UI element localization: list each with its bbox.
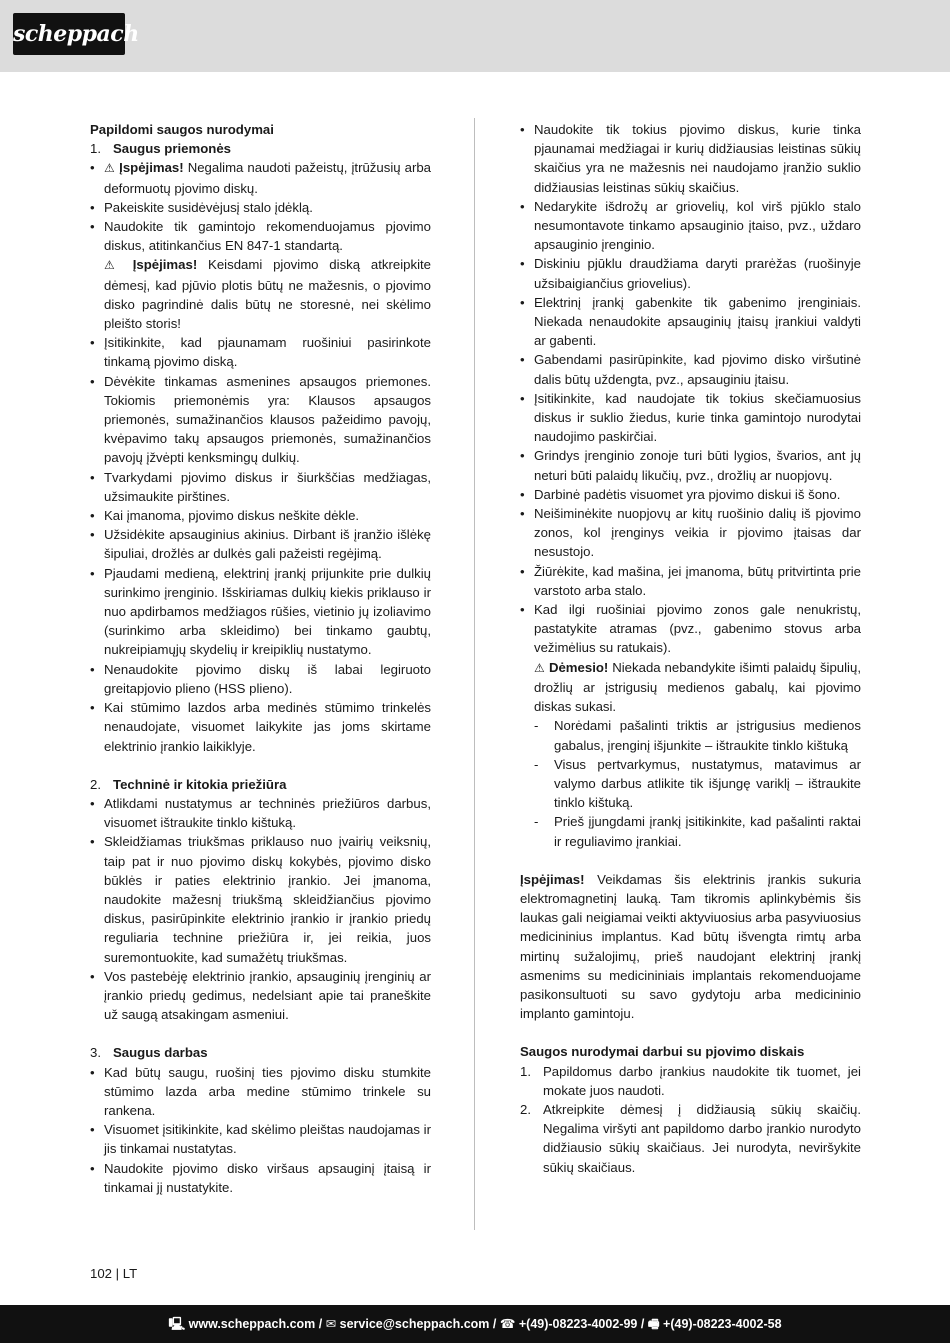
left-column (90, 120, 431, 1197)
list-item: • ⚠ Įspėjimas! Negalima naudoti pažeistų, įtrūžusių arba deformuotų pjovimo diskų. (90, 160, 432, 196)
list-item: • Skleidžiamas triukšmas priklauso nuo įvairių veiksnių, taip pat ir nuo pjovimo diskų kokybės, pjovimo disko būklės ir paties elektrinio įrankio. Jei įmanoma, naudokite mažesnį triukšmą skleidžiančius pjovimo diskus, pasirūpinkite elektrinio įrankio ir įrankio priedų reguliaria technine priežiūra ir, jei reikia, juos suremontuokite, kad sumažėtų triukšmas. (90, 834, 431, 965)
list-item: • Kai stūmimo lazdos arba medinės stūmimo trinkelės nenaudojate, visuomet laikykite jas joms skirtame elektrinio įrankio laikiklyje. (90, 700, 431, 754)
list-item: • Nenaudokite pjovimo diskų iš labai legiruoto greitapjovio plieno (HSS plieno). (90, 661, 431, 696)
header-bar (0, 0, 950, 72)
list-item: • Naudokite tik tokius pjovimo diskus, kurie tinka pjaunamai medžiagai ir kurių didžiausias leistinas sūkių skaičius yra ne mažesnis nei naudojamo įranžio suklio didžiausias leistinas sūkių skaičius. (520, 122, 861, 195)
list-item: • Pakeiskite susidėvėjusį stalo įdėklą. (90, 199, 313, 215)
list-item: • Gabendami pasirūpinkite, kad pjovimo disko viršutinė dalis būtų uždengta, pvz., apsauginiu įtaisu. (520, 352, 861, 387)
numbered-item: 2. Atkreipkite dėmesį į didžiausią sūkių skaičių. Negalima viršyti ant papildomo darbo įrankio nurodyto didžiausio sūkių skaičiaus. Jei nurodyta, neviršykite sūkių skaičiaus. (520, 1101, 861, 1175)
dash-item: - Norėdami pašalinti triktis ar įstrigusius medienos gabalus, įrenginį išjunkite – ištraukite tinklo kištuką (534, 718, 861, 753)
list-item: • Vos pastebėję elektrinio įrankio, apsauginių įrenginių ar įrankio priedų gedimus, nedelsiant apie tai praneškite už saugą atsakingam asmeniui. (90, 968, 431, 1023)
list-item: • Grindys įrenginio zonoje turi būti lygios, švarios, ant jų neturi būti palaidų likučių, pvz., drožlių ar nuopjovų. (520, 448, 861, 483)
list-item: • Diskiniu pjūklu draudžiama daryti prarėžas (ruošinyje užsibaigiančius griovelius). (520, 256, 861, 291)
list-item: • Darbinė padėtis visuomet yra pjovimo diskui iš šono. (520, 486, 841, 502)
section-heading: Papildomi saugos nurodymai (90, 122, 274, 137)
list-item: • Elektrinį įrankį gabenkite tik gabenimo įrenginiais. Niekada nenaudokite apsauginių įtaisų įrankiui valdyti ar gabenti. (520, 294, 861, 349)
subsection-title: 2. Techninė ir kitokia priežiūra (90, 776, 287, 792)
subsection-title: 1. Saugus priemonės (90, 141, 231, 157)
numbered-item: 1. Papildomus darbo įrankius naudokite tik tuomet, jei mokate juos naudoti. (520, 1063, 861, 1098)
list-item: • Kad ilgi ruošiniai pjovimo zonos gale nenukristų, pastatykite atramas (pvz., gabenimo stovus arba vežimėlius su ratukais). (520, 602, 861, 656)
list-item: • Naudokite pjovimo disko viršaus apsauginį įtaisą ir tinkamai jį nustatykite. (90, 1160, 431, 1195)
footer-contact-text: 🖳 www.scheppach.com / ✉ service@scheppach.com / ☎ +(49)-08223-4002-99 / 🖷 +(49)-08223-4002-58 (168, 1317, 782, 1331)
list-item: • Pjaudami medieną, elektrinį įrankį prijunkite prie dulkių surinkimo įrenginio. Išskiriamas dulkių kiekis priklauso ir nuo apdirbamos medžiagos rūšies, vietinio jų izoliavimo (surinkimo arba skleidimo) bei tinkamo gaubtų, nukreipiamųjų skydelių ir kreipiklių nustatymo. (90, 565, 431, 658)
scheppach-logo: scheppach (13, 13, 125, 55)
list-item: • Atlikdami nustatymus ar techninės priežiūros darbus, visuomet ištraukite tinklo kištuką. (90, 795, 431, 831)
list-item: • Dėvėkite tinkamas asmenines apsaugos priemones. Tokiomis priemonėmis yra: Klausos apsaugos priemonės, sumažinančios klausos pažeidimo pavojų, kvėpavimo takų apsaugos priemonės, sumažinančios pavojų įžvėpti kenksmingų dulkių. (90, 373, 431, 466)
list-item: • Kai įmanoma, pjovimo diskus neškite dėkle. (90, 508, 360, 524)
right-column (520, 120, 861, 1177)
column-divider (474, 118, 475, 1230)
footer-bar (0, 1305, 950, 1343)
dash-item: - Prieš įjungdami įrankį įsitikinkite, kad pašalinti raktai ir reguliavimo įrankiai. (534, 814, 861, 849)
subsection-title: 3. Saugus darbas (90, 1045, 208, 1061)
warning-icon: ⚠ (534, 660, 546, 675)
list-item: • Įsitikinkite, kad pjaunamam ruošiniui pasirinkote tinkamą pjovimo diską. (90, 335, 431, 370)
list-item: • Neišiminėkite nuopjovų ar kitų ruošinio dalių iš pjovimo zonos, kol įrenginys veikia ir pjovimo įtaisas dar nesustojo. (520, 506, 861, 560)
list-item: • Kad būtų saugu, ruošinį ties pjovimo disku stumkite stūmimo lazda arba medine stūmimo trinkele su rankena. (90, 1064, 431, 1118)
list-item: • Užsidėkite apsauginius akinius. Dirbant iš įranžio išlėkę šipuliai, drožlės ar dulkės gali pažeisti regėjimą. (90, 527, 431, 562)
dash-item: - Visus pertvarkymus, nustatymus, matavimus ar valymo darbus atlikite tik išjungę variklį – ištraukite tinklo kištuką. (534, 756, 861, 811)
list-item: • Visuomet įsitikinkite, kad skėlimo pleištas naudojamas ir jis tinkamai nustatytas. (90, 1122, 431, 1157)
warning-icon: ⚠ (104, 258, 122, 273)
list-item: • Žiūrėkite, kad mašina, jei įmanoma, būtų pritvirtinta prie varstoto arba stalo. (520, 563, 861, 598)
list-item: • Nedarykite išdrožų ar griovelių, kol virš pjūklo stalo nesumontavote tinkamo apsauginio įtaiso, pvz., uždaro apsauginio įrenginio. (520, 198, 861, 253)
em-warning-paragraph: Įspėjimas! Veikdamas šis elektrinis įrankis sukuria elektromagnetinį lauką. Tam tikromis aplinkybėmis šis laukas gali neigiamai veikti aktyviuosius arba pasyviuosius medicininius implantus. Kad būtų išvengta rimtų arba mirtinų sužalojimų, prieš naudojant elektrinį įrankį asmenims su medicininiais implantais rekomenduojame pasikonsultuoti su savo gydytoju arba medicininio implanto gamintoju. (520, 871, 861, 1022)
page-number: 102 | LT (90, 1266, 138, 1281)
section-heading: Saugos nurodymai darbui su pjovimo diskais (520, 1044, 805, 1060)
warning-icon: ⚠ (104, 161, 116, 176)
list-item: • Įsitikinkite, kad naudojate tik tokius skečiamuosius diskus ir suklio žiedus, kurie tinka gamintojo nurodytai naudojimo paskirčiai. (520, 390, 861, 445)
list-item: • Naudokite tik gamintojo rekomenduojamus pjovimo diskus, atitinkančius EN 847-1 standartą. (90, 219, 431, 254)
list-item-continuation: ⚠ Dėmesio! Niekada nebandykite išimti palaidų šipulių, drožlių ar įstrigusių medienos gabalų, kai pjovimo diskas sukasi. (534, 659, 861, 715)
list-item: • Tvarkydami pjovimo diskus ir šiurkščias medžiagas, užsimaukite pirštines. (90, 469, 431, 504)
list-item-continuation: ⚠ Įspėjimas! Keisdami pjovimo diską atkreipkite dėmesį, kad pjūvio plotis būtų ne mažesnis, o pjovimo disko pagrindinė dalis būtų ne storesnė, nei skėlimo pleišto storis! (104, 257, 432, 332)
